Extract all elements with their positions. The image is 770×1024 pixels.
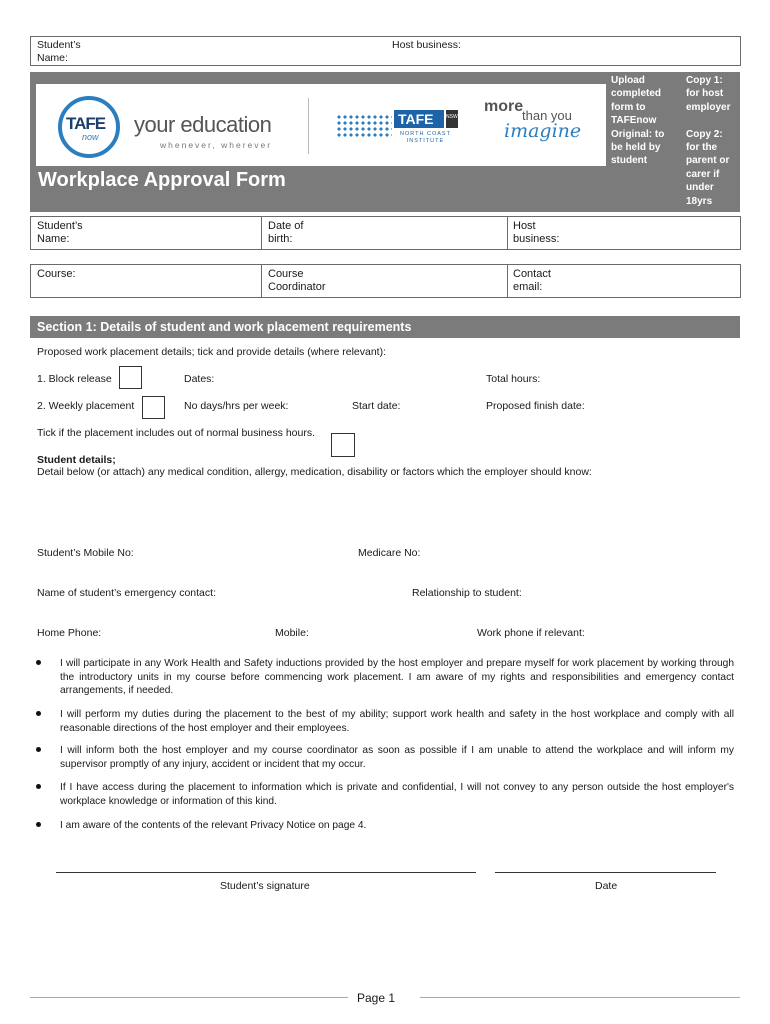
medicare-no-label: Medicare No: — [358, 547, 421, 559]
mobile-label: Mobile: — [275, 627, 309, 639]
declaration-2: I will perform my duties during the placement to the best of my ability; support work health and safety in the host workplace and comply with all reasonable directions of the host employer and their employees. — [60, 709, 734, 734]
start-date-label: Start date: — [352, 400, 401, 412]
bullet-icon — [36, 660, 41, 665]
work-phone-label: Work phone if relevant: — [477, 627, 585, 639]
copy-note: Copy 1: for host employer Copy 2: for the parent or carer if under 18yrs — [686, 75, 731, 207]
form-title: Workplace Approval Form — [38, 169, 286, 191]
tafenow-logo-text: TAFE — [66, 114, 106, 133]
tafenow-logo-sub: now — [82, 132, 99, 142]
section1-title: Section 1: Details of student and work placement requirements — [37, 320, 412, 334]
nci-sub-text: NORTH COAST INSTITUTE — [400, 131, 451, 144]
row1-host-business-label: Host business: — [513, 220, 560, 245]
relationship-label: Relationship to student: — [412, 587, 522, 599]
declaration-5: I am aware of the contents of the relevant Privacy Notice on page 4. — [60, 820, 367, 831]
row2-divider-2 — [507, 265, 508, 297]
student-signature-label: Student’s signature — [220, 880, 310, 892]
weekly-placement-label: 2. Weekly placement — [37, 400, 135, 412]
row1-student-name-label: Student’s Name: — [37, 220, 83, 245]
signature-line[interactable] — [56, 872, 476, 873]
out-of-hours-checkbox[interactable] — [331, 433, 355, 457]
home-phone-label: Home Phone: — [37, 627, 102, 639]
out-of-hours-label: Tick if the placement includes out of normal business hours. — [37, 427, 315, 439]
student-details-heading: Student details; — [37, 454, 116, 466]
nci-dot-grid-icon — [336, 114, 392, 138]
emergency-contact-label: Name of student’s emergency contact: — [37, 587, 216, 599]
logo-strip — [36, 84, 606, 166]
page-number: Page 1 — [357, 991, 396, 1005]
nci-logo-box — [394, 110, 444, 128]
block-release-checkbox[interactable] — [119, 366, 142, 389]
mobile-no-label: Student’s Mobile No: — [37, 547, 134, 559]
declaration-3: I will inform both the host employer and my course coordinator as soon as possible if I am unable to attend the workplace and will inform my supervisor promptly of any injury, accident or incident that my occur. — [60, 745, 734, 770]
row1-divider-2 — [507, 217, 508, 249]
proposed-details-text: Proposed work placement details; tick and provide details (where relevant): — [37, 346, 387, 358]
medical-detail-text: Detail below (or attach) any medical condition, allergy, medication, disability or factors which the employer should know: — [37, 466, 592, 478]
student-info-row — [30, 216, 741, 250]
row1-dob-label: Date of birth: — [268, 220, 304, 245]
finish-date-label: Proposed finish date: — [486, 400, 585, 412]
section1-banner — [30, 316, 740, 338]
bullet-icon — [36, 747, 41, 752]
row2-coordinator-label: Course Coordinator — [268, 268, 326, 293]
row1-divider-1 — [261, 217, 262, 249]
nci-nsw-badge-text: NSW — [446, 114, 458, 120]
nci-nsw-badge — [446, 110, 458, 128]
row2-contact-email-label: Contact email: — [513, 268, 551, 293]
date-label: Date — [595, 880, 618, 892]
top-host-business-label: Host business: — [392, 39, 461, 51]
row2-divider-1 — [261, 265, 262, 297]
bullet-icon — [36, 711, 41, 716]
header-banner — [30, 72, 740, 212]
dates-label: Dates: — [184, 373, 215, 385]
top-name-box — [30, 36, 741, 66]
date-line[interactable] — [495, 872, 716, 873]
upload-note: Upload completed form to TAFEnow Original: to be held by student — [611, 75, 665, 167]
tafenow-logo — [58, 96, 120, 158]
tagline-main: your education — [134, 112, 272, 137]
more-text: more — [484, 98, 524, 115]
than-you-text: than you — [522, 108, 572, 123]
total-hours-label: Total hours: — [486, 373, 541, 385]
footer-line-left — [30, 997, 348, 998]
block-release-label: 1. Block release — [37, 373, 112, 385]
weekly-placement-checkbox[interactable] — [142, 396, 165, 419]
logo-divider — [308, 98, 309, 154]
course-info-row — [30, 264, 741, 298]
imagine-text: imagine — [504, 120, 582, 142]
row2-course-label: Course: — [37, 268, 76, 280]
top-student-name-label: Student’s Name: — [37, 39, 81, 64]
bullet-icon — [36, 784, 41, 789]
tagline-sub: whenever, wherever — [160, 140, 273, 150]
nci-logo-text: TAFE — [398, 111, 434, 127]
no-days-label: No days/hrs per week: — [184, 400, 289, 412]
declaration-1: I will participate in any Work Health and Safety inductions provided by the host employer and prepare myself for work placement by working through the introductory units in my course before commencing work placement. I am aware of my rights and responsibilities and emergency contact arrangements, if needed. — [60, 658, 734, 697]
declaration-4: If I have access during the placement to information which is private and confidential, I will not convey to any person outside the host employer's workplace knowledge or information of this kind. — [60, 782, 734, 807]
footer-line-right — [420, 997, 740, 998]
bullet-icon — [36, 822, 41, 827]
